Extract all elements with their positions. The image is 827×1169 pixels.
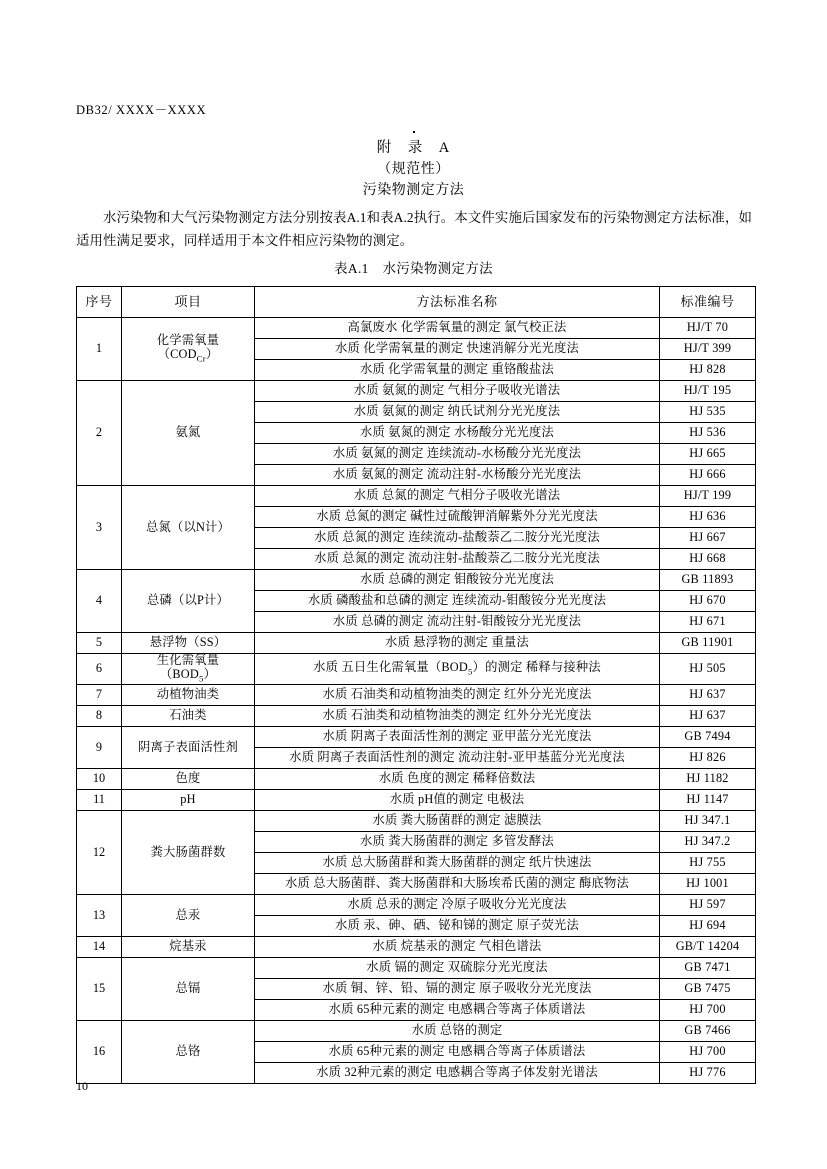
cell-method-name: 水质 氨氮的测定 气相分子吸收光谱法 <box>255 381 660 402</box>
cell-standard-code: HJ 671 <box>660 612 756 633</box>
cell-standard-code: HJ 666 <box>660 465 756 486</box>
cell-standard-code: HJ 637 <box>660 706 756 727</box>
table-row <box>77 1021 756 1042</box>
cell-item-name: 石油类 <box>122 706 255 727</box>
cell-standard-code: HJ 667 <box>660 528 756 549</box>
table-row <box>77 318 756 339</box>
table-row <box>77 895 756 916</box>
cell-method-name: 水质 阴离子表面活性剂的测定 流动注射-亚甲基蓝分光光度法 <box>255 748 660 769</box>
cell-standard-code: HJ 536 <box>660 423 756 444</box>
cell-method-name: 水质 氨氮的测定 水杨酸分光光度法 <box>255 423 660 444</box>
cell-method-name: 水质 石油类和动植物油类的测定 红外分光光度法 <box>255 706 660 727</box>
table-body <box>77 318 756 1084</box>
cell-serial-number: 4 <box>77 570 122 633</box>
cell-method-name: 水质 镉的测定 双硫腙分光光度法 <box>255 958 660 979</box>
cell-method-name: 水质 总汞的测定 冷原子吸收分光光度法 <box>255 895 660 916</box>
annex-title-block <box>0 138 827 201</box>
cell-serial-number: 6 <box>77 654 122 685</box>
cell-serial-number: 13 <box>77 895 122 937</box>
cell-item-name <box>122 318 255 381</box>
cell-method-name: 水质 总氮的测定 连续流动-盐酸萘乙二胺分光光度法 <box>255 528 660 549</box>
cell-standard-code: HJ/T 70 <box>660 318 756 339</box>
cell-standard-code: GB 7471 <box>660 958 756 979</box>
column-header-method: 方法标准名称 <box>255 287 660 318</box>
cell-method-name: 水质 65种元素的测定 电感耦合等离子体质谱法 <box>255 1000 660 1021</box>
cell-standard-code: GB 11901 <box>660 633 756 654</box>
cell-method-name: 水质 化学需氧量的测定 快速消解分光光度法 <box>255 339 660 360</box>
table-row <box>77 937 756 958</box>
document-header-code: DB32/ XXXX－XXXX <box>76 103 207 117</box>
cell-serial-number: 3 <box>77 486 122 570</box>
cell-method-name: 水质 石油类和动植物油类的测定 红外分光光度法 <box>255 685 660 706</box>
cell-item-name: 粪大肠菌群数 <box>122 811 255 895</box>
cell-method-name: 水质 烷基汞的测定 气相色谱法 <box>255 937 660 958</box>
water-pollutant-methods-table <box>76 286 756 1084</box>
cell-item-name: 总镉 <box>122 958 255 1021</box>
cell-item-name: pH <box>122 790 255 811</box>
cell-method-name: 水质 总氮的测定 流动注射-盐酸萘乙二胺分光光度法 <box>255 549 660 570</box>
cell-standard-code: HJ 637 <box>660 685 756 706</box>
cell-standard-code: HJ 1001 <box>660 874 756 895</box>
cell-item-name <box>122 654 255 685</box>
table-row <box>77 811 756 832</box>
cell-method-name: 水质 氨氮的测定 纳氏试剂分光光度法 <box>255 402 660 423</box>
cell-method-name: 高氯废水 化学需氧量的测定 氯气校正法 <box>255 318 660 339</box>
table-header <box>77 287 756 318</box>
table-row <box>77 727 756 748</box>
cell-method-name: 水质 总大肠菌群、粪大肠菌群和大肠埃希氏菌的测定 酶底物法 <box>255 874 660 895</box>
cell-serial-number: 5 <box>77 633 122 654</box>
table-row <box>77 769 756 790</box>
cell-serial-number: 8 <box>77 706 122 727</box>
cell-item-name: 色度 <box>122 769 255 790</box>
cell-standard-code: HJ/T 399 <box>660 339 756 360</box>
table-row <box>77 633 756 654</box>
cell-serial-number: 9 <box>77 727 122 769</box>
cell-standard-code: HJ 700 <box>660 1000 756 1021</box>
cell-standard-code: HJ 535 <box>660 402 756 423</box>
cell-method-name: 水质 总磷的测定 流动注射-钼酸铵分光光度法 <box>255 612 660 633</box>
column-header-code: 标准编号 <box>660 287 756 318</box>
cell-method-name: 水质 总磷的测定 钼酸铵分光光度法 <box>255 570 660 591</box>
cell-standard-code: HJ 636 <box>660 507 756 528</box>
cell-item-name: 总铬 <box>122 1021 255 1084</box>
cell-standard-code: HJ 597 <box>660 895 756 916</box>
cell-method-name: 水质 pH值的测定 电极法 <box>255 790 660 811</box>
water-pollutant-methods-table-wrapper <box>76 286 751 1084</box>
column-header-item: 项目 <box>122 287 255 318</box>
cell-method-name: 水质 化学需氧量的测定 重铬酸盐法 <box>255 360 660 381</box>
cell-standard-code: GB 7494 <box>660 727 756 748</box>
cell-item-name: 总氮（以N计） <box>122 486 255 570</box>
cell-standard-code: GB 7466 <box>660 1021 756 1042</box>
cell-method-name: 水质 总氮的测定 气相分子吸收光谱法 <box>255 486 660 507</box>
cell-standard-code: HJ/T 195 <box>660 381 756 402</box>
cell-standard-code: GB 7475 <box>660 979 756 1000</box>
cell-standard-code: HJ 1182 <box>660 769 756 790</box>
stray-mark <box>413 131 415 133</box>
cell-item-name: 氨氮 <box>122 381 255 486</box>
cell-method-name: 水质 汞、砷、硒、铋和锑的测定 原子荧光法 <box>255 916 660 937</box>
cell-item-name: 动植物油类 <box>122 685 255 706</box>
item-name-formula: $(COD_{Cr})$ <box>157 346 219 364</box>
cell-standard-code: GB 11893 <box>660 570 756 591</box>
cell-standard-code: HJ 347.1 <box>660 811 756 832</box>
cell-method-name: 水质 总大肠菌群和粪大肠菌群的测定 纸片快速法 <box>255 853 660 874</box>
cell-item-name: 烷基汞 <box>122 937 255 958</box>
cell-method-name: 水质 32种元素的测定 电感耦合等离子体发射光谱法 <box>255 1063 660 1084</box>
cell-standard-code: HJ 755 <box>660 853 756 874</box>
cell-standard-code: HJ/T 199 <box>660 486 756 507</box>
table-row <box>77 654 756 685</box>
table-row <box>77 486 756 507</box>
cell-method-name: 水质 色度的测定 稀释倍数法 <box>255 769 660 790</box>
cell-item-name: 悬浮物（SS） <box>122 633 255 654</box>
cell-standard-code: HJ 828 <box>660 360 756 381</box>
annex-title: 附 录 A <box>376 140 451 156</box>
cell-method-name: 水质 五日生化需氧量$(BOD_5)$的测定 稀释与接种法 <box>255 654 660 685</box>
cell-serial-number: 10 <box>77 769 122 790</box>
cell-standard-code: HJ 700 <box>660 1042 756 1063</box>
cell-method-name: 水质 粪大肠菌群的测定 滤膜法 <box>255 811 660 832</box>
annex-subject: 污染物测定方法 <box>362 183 465 198</box>
cell-method-name: 水质 65种元素的测定 电感耦合等离子体质谱法 <box>255 1042 660 1063</box>
cell-standard-code: GB/T 14204 <box>660 937 756 958</box>
cell-serial-number: 2 <box>77 381 122 486</box>
page-number: 10 <box>76 1079 88 1093</box>
cell-item-name: 总磷（以P计） <box>122 570 255 633</box>
intro-paragraph: 水污染物和大气污染物测定方法分别按表A.1和表A.2执行。本文件实施后国家发布的污染物测定方法标准，如适用性满足要求，同样适用于本文件相应污染物的测定。 <box>76 210 752 248</box>
table-row <box>77 706 756 727</box>
cell-serial-number: 1 <box>77 318 122 381</box>
item-name-formula: $(BOD_5)$ <box>159 666 217 684</box>
cell-item-name: 总汞 <box>122 895 255 937</box>
cell-standard-code: HJ 826 <box>660 748 756 769</box>
cell-serial-number: 7 <box>77 685 122 706</box>
cell-standard-code: HJ 347.2 <box>660 832 756 853</box>
cell-standard-code: HJ 670 <box>660 591 756 612</box>
cell-standard-code: HJ 668 <box>660 549 756 570</box>
table-row <box>77 790 756 811</box>
cell-item-name: 阴离子表面活性剂 <box>122 727 255 769</box>
cell-method-name: 水质 粪大肠菌群的测定 多管发酵法 <box>255 832 660 853</box>
cell-serial-number: 16 <box>77 1021 122 1084</box>
table-caption: 表A.1 水污染物测定方法 <box>334 261 493 276</box>
cell-serial-number: 15 <box>77 958 122 1021</box>
cell-method-name: 水质 铜、锌、铅、镉的测定 原子吸收分光光度法 <box>255 979 660 1000</box>
cell-standard-code: HJ 505 <box>660 654 756 685</box>
cell-method-name: 水质 磷酸盐和总磷的测定 连续流动-钼酸铵分光光度法 <box>255 591 660 612</box>
cell-standard-code: HJ 665 <box>660 444 756 465</box>
cell-method-name: 水质 阴离子表面活性剂的测定 亚甲蓝分光光度法 <box>255 727 660 748</box>
cell-method-name: 水质 悬浮物的测定 重量法 <box>255 633 660 654</box>
cell-standard-code: HJ 694 <box>660 916 756 937</box>
table-header-row <box>77 287 756 318</box>
cell-method-name: 水质 总铬的测定 <box>255 1021 660 1042</box>
table-row <box>77 381 756 402</box>
cell-serial-number: 12 <box>77 811 122 895</box>
item-name-main: 生化需氧量 <box>156 653 220 667</box>
table-row <box>77 570 756 591</box>
annex-nature: （规范性） <box>377 162 450 177</box>
table-row <box>77 685 756 706</box>
cell-serial-number: 14 <box>77 937 122 958</box>
cell-standard-code: HJ 1147 <box>660 790 756 811</box>
cell-method-name: 水质 总氮的测定 碱性过硫酸钾消解紫外分光光度法 <box>255 507 660 528</box>
cell-method-name: 水质 氨氮的测定 连续流动-水杨酸分光光度法 <box>255 444 660 465</box>
cell-method-name: 水质 氨氮的测定 流动注射-水杨酸分光光度法 <box>255 465 660 486</box>
column-header-no: 序号 <box>77 287 122 318</box>
item-name-main: 化学需氧量 <box>156 332 220 347</box>
cell-serial-number: 11 <box>77 790 122 811</box>
cell-standard-code: HJ 776 <box>660 1063 756 1084</box>
table-row <box>77 958 756 979</box>
